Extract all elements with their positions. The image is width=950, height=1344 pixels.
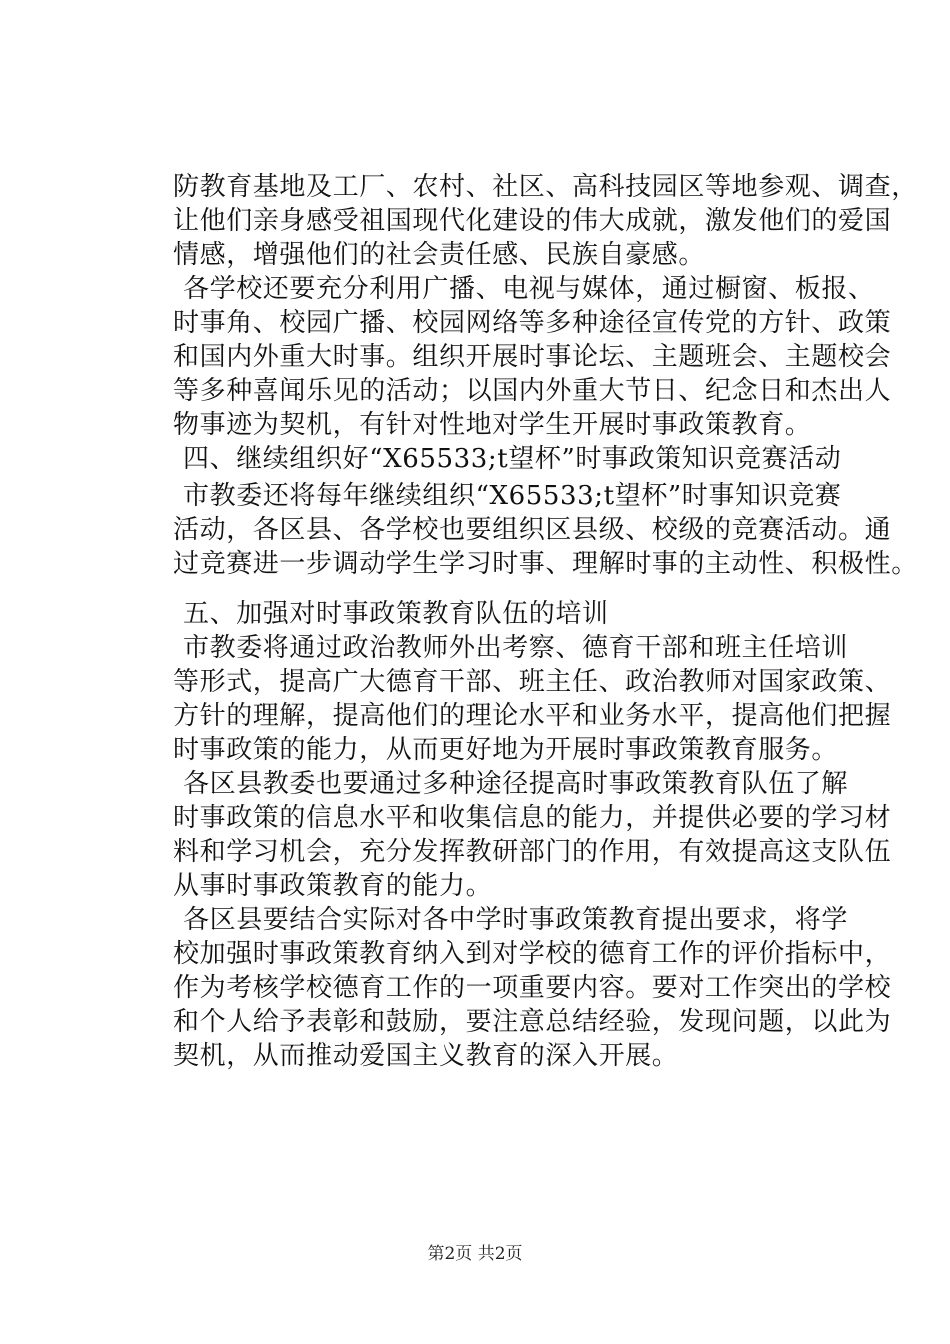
text-line: 物事迹为契机，有针对性地对学生开展时事政策教育。 <box>173 410 812 440</box>
text-line: 各区县教委也要通过多种途径提高时事政策教育队伍了解 <box>183 769 849 799</box>
text-line: 料和学习机会，充分发挥教研部门的作用，有效提高这支队伍 <box>173 837 892 867</box>
text-line: 方针的理解，提高他们的理论水平和业务水平，提高他们把握 <box>173 701 892 731</box>
text-line: 等多种喜闻乐见的活动；以国内外重大节日、纪念日和杰出人 <box>173 376 892 406</box>
text-line: 各区县要结合实际对各中学时事政策教育提出要求，将学 <box>183 905 849 935</box>
text-line: 校加强时事政策教育纳入到对学校的德育工作的评价指标中， <box>173 939 892 969</box>
text-line: 防教育基地及工厂、农村、社区、高科技园区等地参观、调查， <box>173 172 918 202</box>
text-line: 各学校还要充分利用广播、电视与媒体，通过橱窗、板报、 <box>183 274 875 304</box>
text-line: 从事时事政策教育的能力。 <box>173 871 493 901</box>
section-heading: 四、继续组织好“X65533;t望杯”时事政策知识竞赛活动 <box>183 444 842 474</box>
text-line: 过竞赛进一步调动学生学习时事、理解时事的主动性、积极性。 <box>173 549 918 579</box>
text-line: 市教委将通过政治教师外出考察、德育干部和班主任培训 <box>183 633 849 663</box>
text-line: 让他们亲身感受祖国现代化建设的伟大成就，激发他们的爱国 <box>173 206 892 236</box>
text-line: 时事角、校园广播、校园网络等多种途径宣传党的方针、政策 <box>173 308 892 338</box>
text-line: 时事政策的信息水平和收集信息的能力，并提供必要的学习材 <box>173 803 892 833</box>
text-line: 情感，增强他们的社会责任感、民族自豪感。 <box>173 240 706 270</box>
text-line: 契机，从而推动爱国主义教育的深入开展。 <box>173 1041 679 1071</box>
text-line: 作为考核学校德育工作的一项重要内容。要对工作突出的学校 <box>173 973 892 1003</box>
text-line: 和个人给予表彰和鼓励，要注意总结经验，发现问题，以此为 <box>173 1007 892 1037</box>
text-line: 和国内外重大时事。组织开展时事论坛、主题班会、主题校会 <box>173 342 892 372</box>
text-line: 活动，各区县、各学校也要组织区县级、校级的竞赛活动。通 <box>173 515 892 545</box>
text-line: 时事政策的能力，从而更好地为开展时事政策教育服务。 <box>173 735 839 765</box>
text-line: 市教委还将每年继续组织“X65533;t望杯”时事知识竞赛 <box>183 481 842 511</box>
page-footer: 第2页 共2页 <box>427 1244 523 1264</box>
section-heading: 五、加强对时事政策教育队伍的培训 <box>183 599 609 629</box>
text-line: 等形式，提高广大德育干部、班主任、政治教师对国家政策、 <box>173 667 892 697</box>
